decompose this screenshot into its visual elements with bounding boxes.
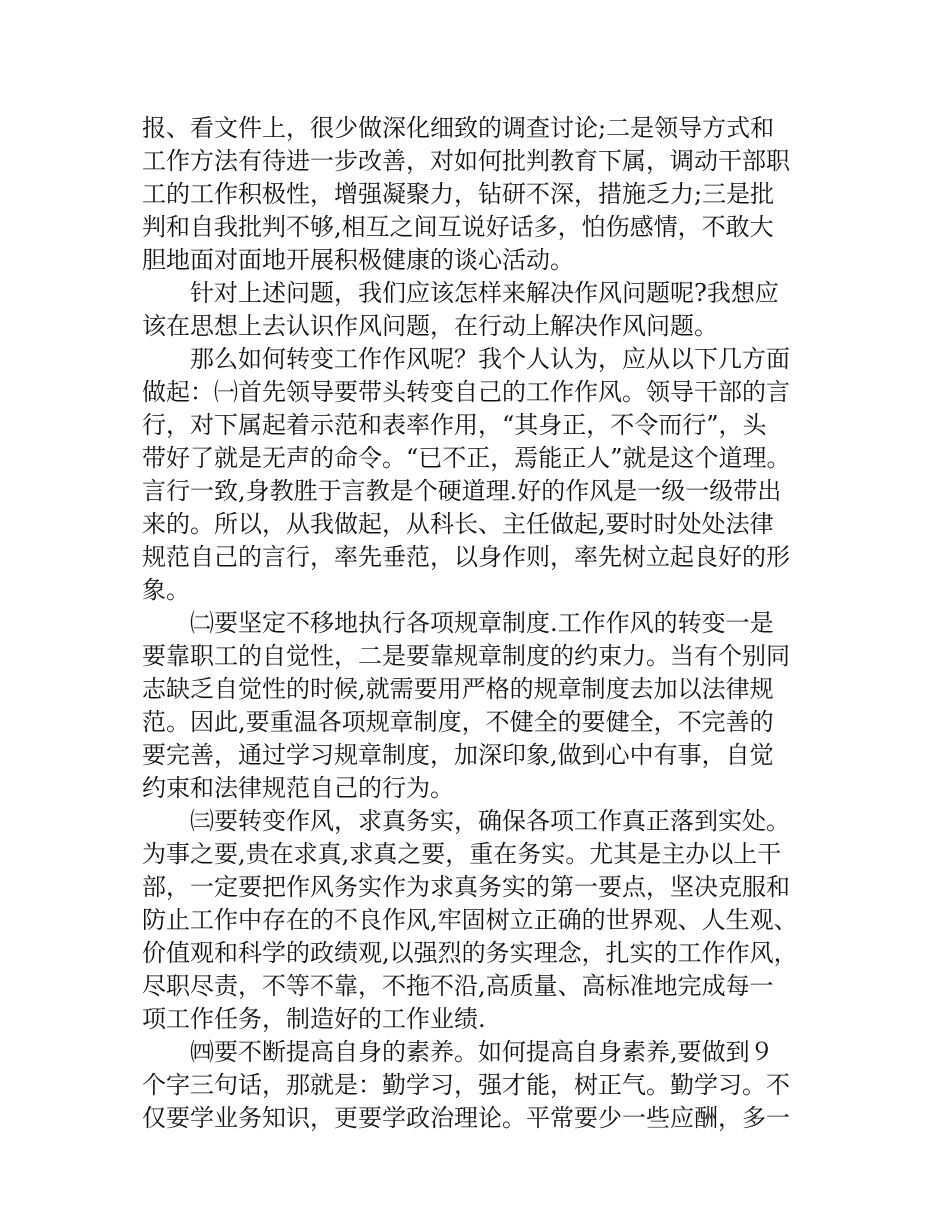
text-line: 价值观和科学的政绩观,以强烈的务实理念，扎实的工作作风， (142, 939, 798, 967)
text-line: 约束和法律规范自己的行为。 (142, 774, 454, 802)
text-line: 该在思想上去认识作风问题，在行动上解决作风问题。 (142, 312, 718, 340)
text-line: 尽职尽责，不等不靠，不拖不沿,高质量、高标准地完成每一 (142, 972, 774, 1000)
paragraph-first-line: 针对上述问题，我们应该怎样来解决作风问题呢?我想应 (190, 279, 779, 307)
text-line: 要完善，通过学习规章制度，加深印象,做到心中有事，自觉 (142, 741, 774, 769)
text-line: 做起：㈠首先领导要带头转变自己的工作作风。领导干部的言 (142, 378, 790, 406)
text-line: 项工作任务，制造好的工作业绩. (142, 1005, 486, 1033)
text-line: 胆地面对面地开展积极健康的谈心活动。 (142, 246, 574, 274)
text-line: 工作方法有待进一步改善，对如何批判教育下属，调动干部职 (142, 147, 790, 175)
paragraph-first-line: ㈣要不断提高自身的素养。如何提高自身素养,要做到９ (190, 1038, 774, 1066)
text-line: 为事之要,贵在求真,求真之要，重在务实。尤其是主办以上干 (142, 840, 782, 868)
text-line: 象。 (142, 576, 190, 604)
document-body (142, 112, 832, 1135)
paragraph-first-line: ㈢要转变作风，求真务实，确保各项工作真正落到实处。 (190, 807, 790, 835)
text-line: 言行一致,身教胜于言教是个硬道理.好的作风是一级一级带出 (142, 477, 782, 505)
text-line: 判和自我批判不够,相互之间互说好话多，怕伤感情，不敢大 (142, 213, 774, 241)
paragraph-first-line: ㈡要坚定不移地执行各项规章制度.工作作风的转变一是 (190, 609, 774, 637)
text-line: 带好了就是无声的命令。“已不正，焉能正人”就是这个道理。 (142, 444, 791, 472)
text-line: 个字三句话，那就是：勤学习，强才能，树正气。勤学习。不 (142, 1071, 790, 1099)
paragraph-first-line: 那么如何转变工作作风呢？我个人认为，应从以下几方面 (190, 345, 790, 373)
text-line: 规范自己的言行，率先垂范，以身作则，率先树立起良好的形 (142, 543, 790, 571)
text-line: 志缺乏自觉性的时候,就需要用严格的规章制度去加以法律规 (142, 675, 774, 703)
text-line: 要靠职工的自觉性，二是要靠规章制度的约束力。当有个别同 (142, 642, 790, 670)
text-line: 范。因此,要重温各项规章制度，不健全的要健全，不完善的 (142, 708, 774, 736)
text-line: 来的。所以，从我做起，从科长、主任做起,要时时处处法律 (142, 510, 774, 538)
text-line: 防止工作中存在的不良作风,牢固树立正确的世界观、人生观、 (142, 906, 798, 934)
text-line: 行，对下属起着示范和表率作用，“其身正，不令而行”，头 (142, 411, 767, 439)
text-line: 工的工作积极性，增强凝聚力，钻研不深，措施乏力;三是批 (142, 180, 775, 208)
text-line: 部，一定要把作风务实作为求真务实的第一要点，坚决克服和 (142, 873, 790, 901)
text-line: 报、看文件上，很少做深化细致的调查讨论;二是领导方式和 (142, 114, 775, 142)
text-line: 仅要学业务知识，更要学政治理论。平常要少一些应酬，多一 (142, 1104, 790, 1132)
